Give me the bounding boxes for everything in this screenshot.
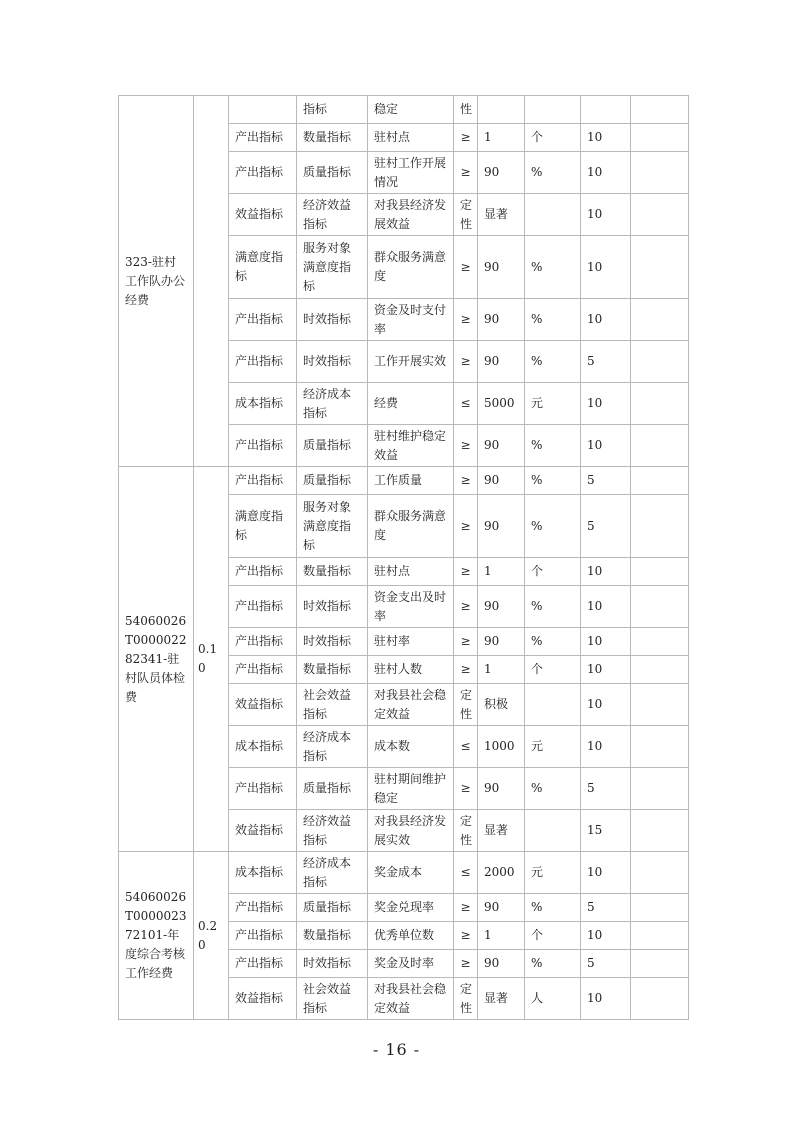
indicator-level2-cell: 时效指标 xyxy=(297,299,368,341)
target-value-cell: 2000 xyxy=(478,852,525,894)
unit-cell: % xyxy=(525,768,581,810)
indicator-level2-cell: 数量指标 xyxy=(297,124,368,152)
target-value-cell: 1 xyxy=(478,558,525,586)
score-cell: 10 xyxy=(581,383,631,425)
score-cell: 5 xyxy=(581,950,631,978)
unit-cell: 个 xyxy=(525,922,581,950)
remarks-cell xyxy=(631,425,689,467)
target-value-cell: 90 xyxy=(478,152,525,194)
unit-cell: % xyxy=(525,236,581,299)
remarks-cell xyxy=(631,124,689,152)
indicator-name-cell: 奖金兑现率 xyxy=(368,894,454,922)
indicator-level2-cell: 时效指标 xyxy=(297,628,368,656)
indicator-level1-cell: 产出指标 xyxy=(229,299,297,341)
indicator-level1-cell: 产出指标 xyxy=(229,922,297,950)
project-weight-cell xyxy=(194,96,229,467)
indicator-level2-cell: 经济效益指标 xyxy=(297,194,368,236)
indicator-level2-cell: 社会效益指标 xyxy=(297,684,368,726)
indicator-name-cell: 奖金成本 xyxy=(368,852,454,894)
target-value-cell: 90 xyxy=(478,236,525,299)
unit-cell: % xyxy=(525,467,581,495)
operator-cell: ≥ xyxy=(454,894,478,922)
score-cell: 10 xyxy=(581,726,631,768)
project-weight-cell: 0.10 xyxy=(194,467,229,852)
operator-cell: ≥ xyxy=(454,299,478,341)
indicator-level1-cell: 产出指标 xyxy=(229,894,297,922)
target-value-cell xyxy=(478,96,525,124)
remarks-cell xyxy=(631,950,689,978)
indicator-level1-cell: 产出指标 xyxy=(229,950,297,978)
unit-cell: % xyxy=(525,341,581,383)
indicator-level1-cell: 产出指标 xyxy=(229,586,297,628)
target-value-cell: 显著 xyxy=(478,194,525,236)
target-value-cell: 1 xyxy=(478,124,525,152)
indicator-name-cell: 驻村人数 xyxy=(368,656,454,684)
indicator-name-cell: 对我县经济发展实效 xyxy=(368,810,454,852)
project-name-cell: 54060026T000002372101-年度综合考核工作经费 xyxy=(119,852,194,1020)
indicator-name-cell: 驻村期间维护稳定 xyxy=(368,768,454,810)
project-name-cell: 54060026T000002282341-驻村队员体检费 xyxy=(119,467,194,852)
indicator-level2-cell: 服务对象满意度指标 xyxy=(297,236,368,299)
indicator-level2-cell: 时效指标 xyxy=(297,586,368,628)
indicator-level1-cell: 成本指标 xyxy=(229,383,297,425)
indicator-level2-cell: 时效指标 xyxy=(297,341,368,383)
target-value-cell: 1000 xyxy=(478,726,525,768)
indicator-level2-cell: 数量指标 xyxy=(297,922,368,950)
remarks-cell xyxy=(631,852,689,894)
operator-cell: ≤ xyxy=(454,852,478,894)
target-value-cell: 90 xyxy=(478,299,525,341)
indicator-level2-cell: 服务对象满意度指标 xyxy=(297,495,368,558)
remarks-cell xyxy=(631,299,689,341)
operator-cell: ≤ xyxy=(454,383,478,425)
indicator-level1-cell: 产出指标 xyxy=(229,768,297,810)
target-value-cell: 5000 xyxy=(478,383,525,425)
indicator-level1-cell xyxy=(229,96,297,124)
indicator-level1-cell: 产出指标 xyxy=(229,124,297,152)
indicator-level1-cell: 产出指标 xyxy=(229,341,297,383)
operator-cell: 定性 xyxy=(454,978,478,1020)
indicator-level1-cell: 产出指标 xyxy=(229,152,297,194)
target-value-cell: 90 xyxy=(478,950,525,978)
unit-cell: % xyxy=(525,586,581,628)
score-cell: 5 xyxy=(581,467,631,495)
operator-cell: ≥ xyxy=(454,152,478,194)
indicator-name-cell: 对我县经济发展效益 xyxy=(368,194,454,236)
indicator-level1-cell: 效益指标 xyxy=(229,978,297,1020)
target-value-cell: 90 xyxy=(478,495,525,558)
operator-cell: ≥ xyxy=(454,768,478,810)
remarks-cell xyxy=(631,810,689,852)
remarks-cell xyxy=(631,383,689,425)
score-cell: 10 xyxy=(581,656,631,684)
indicator-name-cell: 对我县社会稳定效益 xyxy=(368,978,454,1020)
indicator-level2-cell: 质量指标 xyxy=(297,152,368,194)
remarks-cell xyxy=(631,656,689,684)
score-cell: 10 xyxy=(581,852,631,894)
unit-cell: 元 xyxy=(525,726,581,768)
remarks-cell xyxy=(631,236,689,299)
operator-cell: 性 xyxy=(454,96,478,124)
indicator-level2-cell: 数量指标 xyxy=(297,656,368,684)
unit-cell: % xyxy=(525,495,581,558)
indicator-level2-cell: 经济成本指标 xyxy=(297,852,368,894)
indicator-level1-cell: 满意度指标 xyxy=(229,495,297,558)
score-cell: 5 xyxy=(581,768,631,810)
score-cell: 10 xyxy=(581,152,631,194)
operator-cell: ≥ xyxy=(454,922,478,950)
indicator-level2-cell: 指标 xyxy=(297,96,368,124)
target-value-cell: 90 xyxy=(478,768,525,810)
remarks-cell xyxy=(631,978,689,1020)
indicator-level2-cell: 质量指标 xyxy=(297,467,368,495)
operator-cell: ≥ xyxy=(454,124,478,152)
operator-cell: ≥ xyxy=(454,628,478,656)
indicator-level1-cell: 效益指标 xyxy=(229,684,297,726)
unit-cell: 元 xyxy=(525,383,581,425)
unit-cell: 个 xyxy=(525,124,581,152)
remarks-cell xyxy=(631,726,689,768)
remarks-cell xyxy=(631,586,689,628)
indicator-level1-cell: 效益指标 xyxy=(229,194,297,236)
remarks-cell xyxy=(631,152,689,194)
indicator-name-cell: 驻村点 xyxy=(368,558,454,586)
indicator-name-cell: 群众服务满意度 xyxy=(368,495,454,558)
indicator-name-cell: 驻村点 xyxy=(368,124,454,152)
score-cell: 10 xyxy=(581,684,631,726)
indicator-level2-cell: 社会效益指标 xyxy=(297,978,368,1020)
unit-cell: % xyxy=(525,950,581,978)
project-weight-cell: 0.20 xyxy=(194,852,229,1020)
operator-cell: ≥ xyxy=(454,236,478,299)
remarks-cell xyxy=(631,194,689,236)
operator-cell: ≥ xyxy=(454,558,478,586)
operator-cell: ≥ xyxy=(454,425,478,467)
indicator-name-cell: 驻村率 xyxy=(368,628,454,656)
operator-cell: ≤ xyxy=(454,726,478,768)
performance-indicator-table xyxy=(118,95,689,1020)
indicator-name-cell: 工作质量 xyxy=(368,467,454,495)
indicator-level2-cell: 时效指标 xyxy=(297,950,368,978)
indicator-level2-cell: 质量指标 xyxy=(297,894,368,922)
unit-cell: 个 xyxy=(525,558,581,586)
target-value-cell: 90 xyxy=(478,341,525,383)
operator-cell: 定性 xyxy=(454,810,478,852)
target-value-cell: 1 xyxy=(478,656,525,684)
indicator-name-cell: 奖金及时率 xyxy=(368,950,454,978)
indicator-level2-cell: 数量指标 xyxy=(297,558,368,586)
indicator-name-cell: 经费 xyxy=(368,383,454,425)
target-value-cell: 90 xyxy=(478,628,525,656)
target-value-cell: 90 xyxy=(478,467,525,495)
remarks-cell xyxy=(631,558,689,586)
score-cell: 10 xyxy=(581,558,631,586)
indicator-name-cell: 成本数 xyxy=(368,726,454,768)
table-body xyxy=(119,96,689,1020)
indicator-name-cell: 对我县社会稳定效益 xyxy=(368,684,454,726)
remarks-cell xyxy=(631,495,689,558)
indicator-level1-cell: 产出指标 xyxy=(229,558,297,586)
indicator-level1-cell: 产出指标 xyxy=(229,425,297,467)
unit-cell: % xyxy=(525,299,581,341)
score-cell: 10 xyxy=(581,628,631,656)
indicator-level1-cell: 产出指标 xyxy=(229,467,297,495)
indicator-level1-cell: 产出指标 xyxy=(229,628,297,656)
score-cell: 5 xyxy=(581,495,631,558)
target-value-cell: 90 xyxy=(478,586,525,628)
indicator-level2-cell: 质量指标 xyxy=(297,425,368,467)
indicator-level1-cell: 成本指标 xyxy=(229,726,297,768)
target-value-cell: 积极 xyxy=(478,684,525,726)
unit-cell: % xyxy=(525,894,581,922)
table-row xyxy=(119,96,689,124)
remarks-cell xyxy=(631,467,689,495)
unit-cell: % xyxy=(525,628,581,656)
score-cell: 10 xyxy=(581,425,631,467)
score-cell: 10 xyxy=(581,922,631,950)
remarks-cell xyxy=(631,341,689,383)
score-cell xyxy=(581,96,631,124)
indicator-name-cell: 驻村工作开展情况 xyxy=(368,152,454,194)
unit-cell: % xyxy=(525,152,581,194)
remarks-cell xyxy=(631,894,689,922)
score-cell: 10 xyxy=(581,124,631,152)
unit-cell: 元 xyxy=(525,852,581,894)
indicator-level2-cell: 经济成本指标 xyxy=(297,383,368,425)
remarks-cell xyxy=(631,768,689,810)
table-row xyxy=(119,852,689,894)
indicator-name-cell: 资金支出及时率 xyxy=(368,586,454,628)
score-cell: 10 xyxy=(581,978,631,1020)
indicator-name-cell: 稳定 xyxy=(368,96,454,124)
indicator-name-cell: 群众服务满意度 xyxy=(368,236,454,299)
remarks-cell xyxy=(631,684,689,726)
indicator-name-cell: 工作开展实效 xyxy=(368,341,454,383)
score-cell: 15 xyxy=(581,810,631,852)
remarks-cell xyxy=(631,96,689,124)
project-name-cell: 323-驻村工作队办公经费 xyxy=(119,96,194,467)
remarks-cell xyxy=(631,628,689,656)
page-number: - 16 - xyxy=(372,1040,421,1059)
operator-cell: ≥ xyxy=(454,341,478,383)
indicator-level2-cell: 经济成本指标 xyxy=(297,726,368,768)
operator-cell: ≥ xyxy=(454,495,478,558)
score-cell: 10 xyxy=(581,194,631,236)
target-value-cell: 1 xyxy=(478,922,525,950)
indicator-name-cell: 优秀单位数 xyxy=(368,922,454,950)
indicator-level1-cell: 产出指标 xyxy=(229,656,297,684)
score-cell: 5 xyxy=(581,341,631,383)
unit-cell: 个 xyxy=(525,656,581,684)
operator-cell: ≥ xyxy=(454,586,478,628)
operator-cell: 定性 xyxy=(454,684,478,726)
indicator-name-cell: 资金及时支付率 xyxy=(368,299,454,341)
target-value-cell: 90 xyxy=(478,425,525,467)
unit-cell xyxy=(525,194,581,236)
unit-cell: % xyxy=(525,425,581,467)
unit-cell: 人 xyxy=(525,978,581,1020)
target-value-cell: 显著 xyxy=(478,978,525,1020)
indicator-level1-cell: 满意度指标 xyxy=(229,236,297,299)
unit-cell xyxy=(525,96,581,124)
score-cell: 10 xyxy=(581,299,631,341)
target-value-cell: 显著 xyxy=(478,810,525,852)
unit-cell xyxy=(525,684,581,726)
indicator-level1-cell: 效益指标 xyxy=(229,810,297,852)
operator-cell: 定性 xyxy=(454,194,478,236)
indicator-level1-cell: 成本指标 xyxy=(229,852,297,894)
operator-cell: ≥ xyxy=(454,467,478,495)
score-cell: 5 xyxy=(581,894,631,922)
remarks-cell xyxy=(631,922,689,950)
operator-cell: ≥ xyxy=(454,950,478,978)
score-cell: 10 xyxy=(581,586,631,628)
score-cell: 10 xyxy=(581,236,631,299)
table-row xyxy=(119,467,689,495)
indicator-name-cell: 驻村维护稳定效益 xyxy=(368,425,454,467)
operator-cell: ≥ xyxy=(454,656,478,684)
unit-cell xyxy=(525,810,581,852)
target-value-cell: 90 xyxy=(478,894,525,922)
indicator-level2-cell: 质量指标 xyxy=(297,768,368,810)
indicator-level2-cell: 经济效益指标 xyxy=(297,810,368,852)
